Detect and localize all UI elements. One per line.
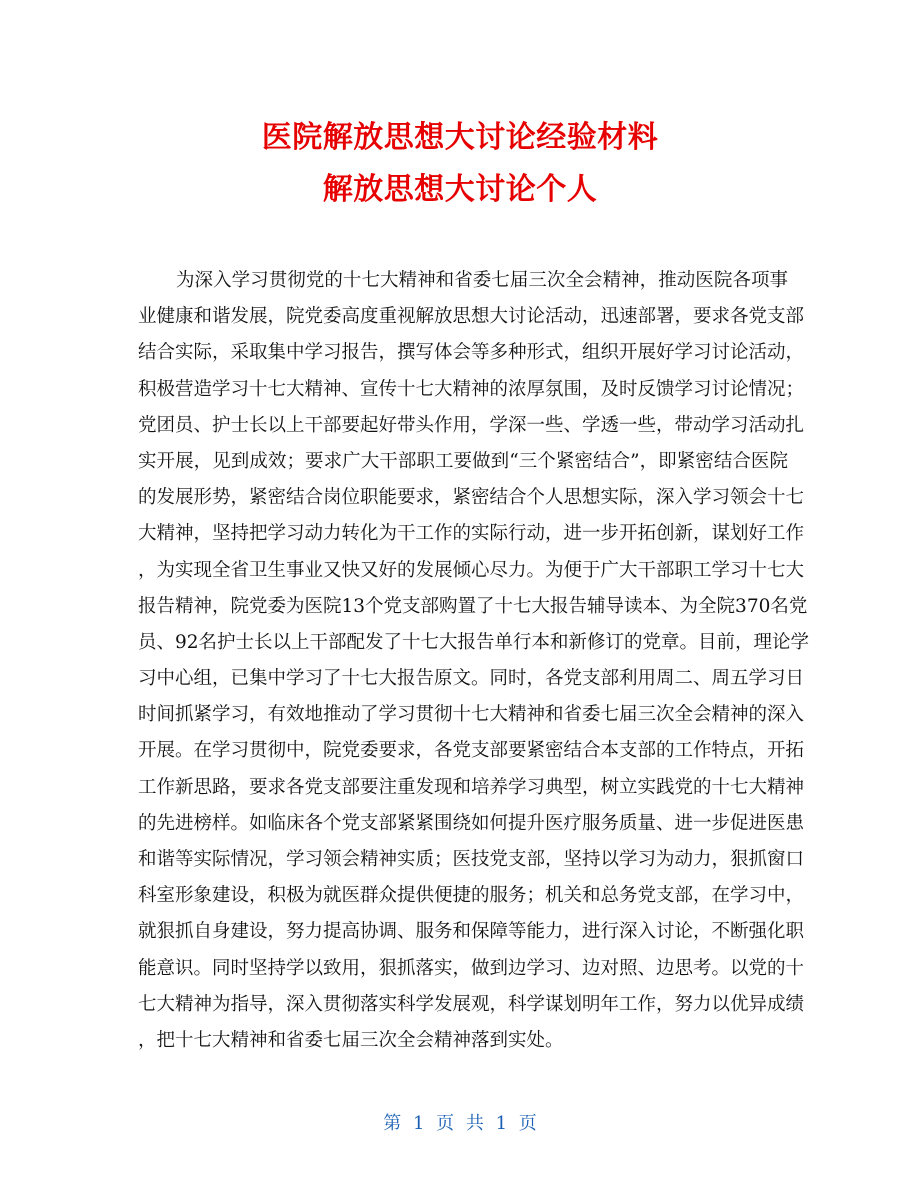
paragraph-line: ，为实现全省卫生事业又快又好的发展倾心尽力。为便于广大干部职工学习十七大 bbox=[138, 559, 805, 581]
body-paragraph bbox=[138, 263, 810, 1059]
document-title: 医院解放思想大讨论经验材料 bbox=[261, 120, 659, 155]
paragraph-line: 科室形象建设，积极为就医群众提供便捷的服务；机关和总务党支部，在学习中， bbox=[138, 885, 805, 907]
paragraph-line: 和谐等实际情况，学习领会精神实质；医技党支部，坚持以学习为动力，狠抓窗口 bbox=[138, 849, 805, 870]
paragraph-line: 员、92名护士长以上干部配发了十七大报告单行本和新修订的党章。目前，理论学 bbox=[138, 631, 810, 653]
paragraph-line: 报告精神，院党委为医院13个党支部购置了十七大报告辅导读本、为全院370名党 bbox=[138, 595, 808, 617]
paragraph-line: 为深入学习贯彻党的十七大精神和省委七届三次全会精神，推动医院各项事 bbox=[176, 270, 788, 291]
paragraph-line: 习中心组，已集中学习了十七大报告原文。同时，各党支部利用周二、周五学习日 bbox=[138, 668, 805, 690]
paragraph-line: 结合实际，采取集中学习报告，撰写体会等多种形式，组织开展好学习讨论活动， bbox=[138, 342, 805, 364]
paragraph-line: 积极营造学习十七大精神、宣传十七大精神的浓厚氛围，及时反馈学习讨论情况； bbox=[138, 378, 805, 400]
paragraph-line: 大精神，坚持把学习动力转化为干工作的实际行动，进一步开拓创新，谋划好工作 bbox=[138, 523, 805, 545]
paragraph-line: 的发展形势，紧密结合岗位职能要求，紧密结合个人思想实际，深入学习领会十七 bbox=[138, 487, 805, 509]
paragraph-line: 业健康和谐发展，院党委高度重视解放思想大讨论活动，迅速部署，要求各党支部 bbox=[138, 306, 805, 328]
document-subtitle: 解放思想大讨论个人 bbox=[322, 172, 598, 207]
paragraph-line: 实开展，见到成效；要求广大干部职工要做到“三个紧密结合”，即紧密结合医院 bbox=[138, 450, 788, 472]
paragraph-line: 时间抓紧学习，有效地推动了学习贯彻十七大精神和省委七届三次全会精神的深入 bbox=[138, 704, 805, 726]
paragraph-line: 党团员、护士长以上干部要起好带头作用，学深一些、学透一些，带动学习活动扎 bbox=[138, 414, 805, 436]
paragraph-line: 的先进榜样。如临床各个党支部紧紧围绕如何提升医疗服务质量、进一步促进医患 bbox=[138, 812, 805, 834]
paragraph-line: 工作新思路，要求各党支部要注重发现和培养学习典型，树立实践党的十七大精神 bbox=[138, 776, 805, 798]
paragraph-line: 开展。在学习贯彻中，院党委要求，各党支部要紧密结合本支部的工作特点，开拓 bbox=[138, 740, 805, 762]
page-number-footer: 第 1 页 共 1 页 bbox=[383, 1113, 537, 1134]
paragraph-line: ，把十七大精神和省委七届三次全会精神落到实处。 bbox=[138, 1029, 564, 1051]
paragraph-line: 七大精神为指导，深入贯彻落实科学发展观，科学谋划明年工作，努力以优异成绩 bbox=[138, 993, 805, 1015]
paragraph-line: 就狠抓自身建设，努力提高协调、服务和保障等能力，进行深入讨论，不断强化职 bbox=[138, 921, 805, 943]
paragraph-line: 能意识。同时坚持学以致用，狠抓落实，做到边学习、边对照、边思考。以党的十 bbox=[138, 957, 805, 979]
